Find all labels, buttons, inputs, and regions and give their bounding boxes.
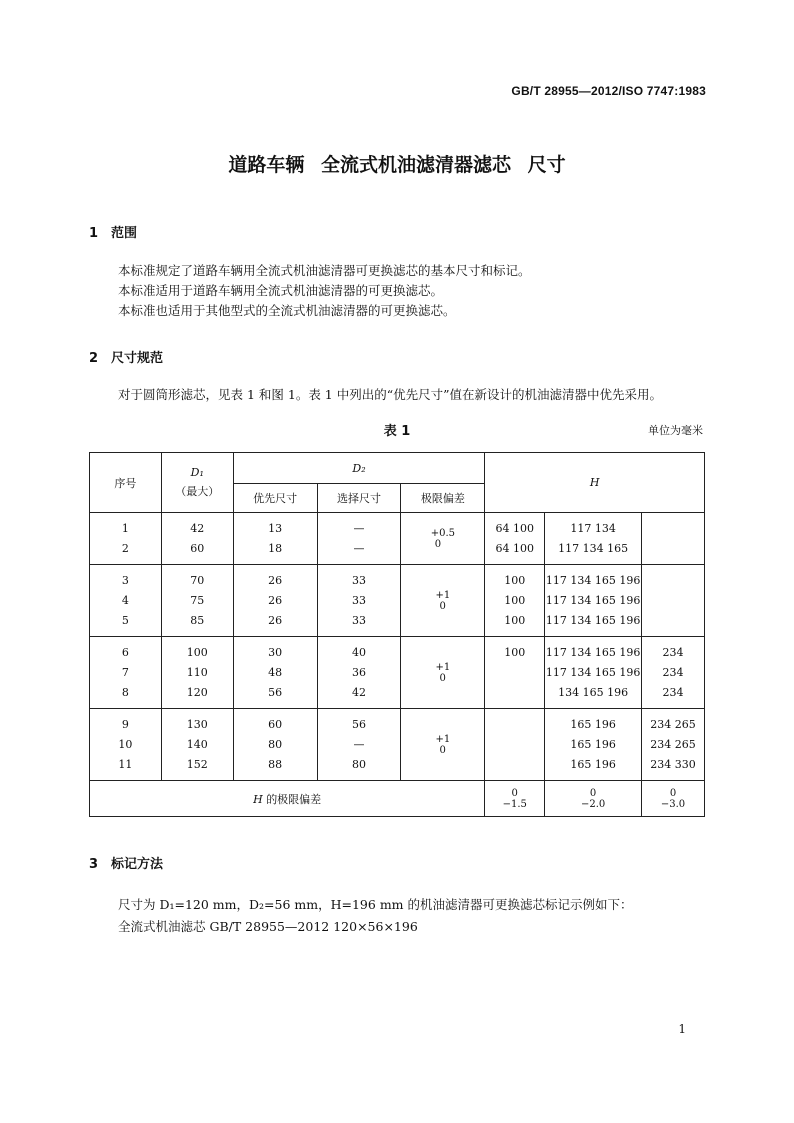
- cell-value: —: [353, 737, 365, 751]
- cell-value: 8: [121, 685, 129, 699]
- h-tolerance-value: [545, 781, 642, 817]
- cell-value: 42: [352, 685, 366, 699]
- cell-seq: [90, 565, 162, 637]
- cell-value: 2: [121, 541, 129, 555]
- cell-seq: [90, 513, 162, 565]
- cell-value: 64 100: [495, 541, 534, 555]
- section-title: 范围: [111, 226, 138, 241]
- cell-value: 48: [268, 665, 283, 679]
- cell-tolerance: [401, 513, 485, 565]
- cell-value: 60: [268, 717, 283, 731]
- cell-h3: [642, 565, 705, 637]
- section-number: 2: [89, 351, 99, 366]
- cell-value: 234 330: [650, 757, 696, 771]
- standard-number: GB/T 28955—2012/ISO 7747:1983: [511, 84, 706, 98]
- cell-h3: [642, 513, 705, 565]
- cell-value: 18: [268, 541, 283, 555]
- section-3-heading: [89, 853, 163, 872]
- tolerance-value: [435, 734, 450, 756]
- cell-value: 117 134 165 196: [545, 645, 641, 659]
- cell-value: 234 265: [650, 737, 696, 751]
- cell-value: 140: [186, 737, 208, 751]
- cell-optional: [317, 565, 401, 637]
- cell-seq: [90, 637, 162, 709]
- cell-value: 80: [352, 757, 366, 771]
- section-1-body: [118, 261, 531, 321]
- cell-value: 152: [186, 757, 208, 771]
- tolerance-lower: 0: [439, 600, 446, 612]
- cell-h1: [485, 565, 545, 637]
- cell-value: 40: [352, 645, 366, 659]
- paragraph-line: 本标准规定了道路车辆用全流式机油滤清器可更换滤芯的基本尺寸和标记。: [118, 263, 531, 278]
- h-tolerance-value: [642, 781, 705, 817]
- header-tolerance: 极限偏差: [401, 484, 485, 513]
- tolerance-value: [661, 788, 685, 810]
- cell-value: 234: [662, 665, 684, 679]
- cell-value: 117 134 165 196: [545, 573, 641, 587]
- cell-value: 42: [190, 521, 205, 535]
- table-row-group: [90, 709, 705, 781]
- paragraph-line: 本标准也适用于其他型式的全流式机油滤清器的可更换滤芯。: [118, 303, 456, 318]
- tolerance-value: [435, 662, 450, 684]
- tolerance-value: [503, 788, 527, 810]
- section-1-heading: [89, 222, 137, 241]
- header-preferred: 优先尺寸: [233, 484, 317, 513]
- section-2-body: [118, 385, 662, 405]
- cell-tolerance: [401, 565, 485, 637]
- table-row-group: [90, 637, 705, 709]
- tolerance-upper: +1: [435, 733, 451, 745]
- section-title: 标记方法: [111, 857, 164, 872]
- tolerance-lower: 0: [434, 538, 442, 550]
- table-row-group: [90, 513, 705, 565]
- tolerance-lower: −3.0: [660, 798, 686, 810]
- cell-value: 6: [121, 645, 129, 659]
- dimension-table: [89, 452, 705, 817]
- tolerance-lower: 0: [439, 744, 446, 756]
- cell-h3: [642, 637, 705, 709]
- tolerance-lower: −2.0: [580, 798, 606, 810]
- h-tolerance-text: 的极限偏差: [266, 792, 322, 806]
- cell-value: [642, 539, 704, 559]
- cell-value: 120: [186, 685, 208, 699]
- cell-d1: [161, 709, 233, 781]
- section-number: 3: [89, 857, 99, 872]
- cell-optional: [317, 513, 401, 565]
- marking-example-intro: 尺寸为 D₁=120 mm，D₂=56 mm，H=196 mm 的机油滤清器可更换滤芯标记示例如下：: [118, 897, 633, 912]
- cell-value: 134 165 196: [558, 685, 629, 699]
- cell-h3: [642, 709, 705, 781]
- cell-value: 117 134 165 196: [545, 665, 641, 679]
- tolerance-upper: +0.5: [430, 527, 455, 539]
- page-number: 1: [678, 1022, 686, 1036]
- cell-h2: [545, 637, 642, 709]
- cell-d1: [161, 565, 233, 637]
- cell-value: —: [353, 521, 365, 535]
- cell-value: 165 196: [570, 717, 616, 731]
- tolerance-upper: 0: [669, 787, 677, 799]
- cell-value: 100: [504, 645, 526, 659]
- table-footer-row: [90, 781, 705, 817]
- cell-value: —: [353, 541, 365, 555]
- cell-value: 13: [268, 521, 283, 535]
- cell-value: 100: [504, 573, 526, 587]
- section-number: 1: [89, 226, 99, 241]
- cell-value: 36: [352, 665, 366, 679]
- cell-optional: [317, 637, 401, 709]
- cell-value: 117 134 165 196: [545, 613, 641, 627]
- cell-value: 117 134: [570, 521, 616, 535]
- tolerance-value: [431, 528, 455, 550]
- cell-seq: [90, 709, 162, 781]
- table-caption: 表 1: [383, 424, 411, 439]
- cell-value: 9: [121, 717, 129, 731]
- h-tolerance-label: [90, 781, 485, 817]
- section-2-heading: [89, 347, 163, 366]
- header-d2: D₂: [233, 453, 485, 484]
- paragraph-line: 本标准适用于道路车辆用全流式机油滤清器的可更换滤芯。: [118, 283, 444, 298]
- table-unit: 单位为毫米: [648, 424, 703, 437]
- cell-value: 234: [662, 645, 684, 659]
- cell-tolerance: [401, 709, 485, 781]
- cell-optional: [317, 709, 401, 781]
- cell-preferred: [233, 709, 317, 781]
- cell-value: 26: [268, 573, 283, 587]
- cell-value: 165 196: [570, 737, 616, 751]
- cell-value: 56: [352, 717, 366, 731]
- cell-value: [485, 715, 544, 735]
- tolerance-value: [435, 590, 450, 612]
- marking-example: 全流式机油滤芯 GB/T 28955—2012 120×56×196: [118, 919, 418, 934]
- cell-value: 33: [352, 573, 366, 587]
- cell-value: 60: [190, 541, 205, 555]
- tolerance-lower: −1.5: [502, 798, 527, 810]
- cell-preferred: [233, 565, 317, 637]
- header-d1-note: （最大）: [175, 485, 220, 498]
- cell-value: 88: [268, 757, 283, 771]
- h-tolerance-value: [485, 781, 545, 817]
- document-title: 道路车辆 全流式机油滤清器滤芯 尺寸: [228, 154, 566, 176]
- cell-h2: [545, 709, 642, 781]
- cell-value: [485, 755, 544, 775]
- cell-value: 234 265: [650, 717, 696, 731]
- tolerance-upper: 0: [589, 787, 597, 799]
- cell-value: 4: [121, 593, 129, 607]
- header-h: H: [485, 453, 705, 513]
- cell-value: 117 134 165: [558, 541, 629, 555]
- section-title: 尺寸规范: [111, 351, 164, 366]
- cell-h2: [545, 513, 642, 565]
- section-3-body: [118, 894, 633, 938]
- cell-h1: [485, 709, 545, 781]
- cell-value: 75: [190, 593, 205, 607]
- cell-value: 10: [118, 737, 133, 751]
- cell-value: 5: [121, 613, 129, 627]
- cell-value: 33: [352, 593, 366, 607]
- cell-d1: [161, 637, 233, 709]
- cell-value: 1: [121, 521, 129, 535]
- cell-value: 85: [190, 613, 205, 627]
- tolerance-value: [581, 788, 605, 810]
- h-symbol: H: [253, 792, 263, 806]
- cell-preferred: [233, 637, 317, 709]
- cell-value: [642, 591, 704, 611]
- tolerance-lower: 0: [439, 672, 446, 684]
- tolerance-upper: +1: [435, 661, 451, 673]
- cell-value: 7: [121, 665, 129, 679]
- cell-h1: [485, 513, 545, 565]
- cell-value: 33: [352, 613, 366, 627]
- cell-value: 117 134 165 196: [545, 593, 641, 607]
- cell-value: 100: [504, 613, 526, 627]
- cell-value: 64 100: [495, 521, 534, 535]
- table-row-group: [90, 565, 705, 637]
- cell-value: 70: [190, 573, 205, 587]
- cell-value: 56: [268, 685, 283, 699]
- header-d1: [161, 453, 233, 513]
- header-d1-symbol: D₁: [190, 466, 204, 479]
- cell-value: [642, 611, 704, 631]
- cell-value: 234: [662, 685, 684, 699]
- cell-h2: [545, 565, 642, 637]
- cell-value: 165 196: [570, 757, 616, 771]
- cell-value: 100: [504, 593, 526, 607]
- cell-value: 26: [268, 593, 283, 607]
- paragraph-line: 对于圆筒形滤芯，见表 1 和图 1。表 1 中列出的“优先尺寸”值在新设计的机油滤清器中优先采用。: [118, 387, 663, 402]
- cell-value: [642, 571, 704, 591]
- header-seq: 序号: [90, 453, 162, 513]
- cell-value: 11: [118, 757, 133, 771]
- cell-tolerance: [401, 637, 485, 709]
- tolerance-upper: +1: [435, 589, 451, 601]
- cell-value: 26: [268, 613, 283, 627]
- cell-value: [485, 663, 544, 683]
- tolerance-upper: 0: [511, 787, 518, 799]
- cell-value: [485, 683, 544, 703]
- cell-value: 30: [268, 645, 283, 659]
- cell-h1: [485, 637, 545, 709]
- cell-d1: [161, 513, 233, 565]
- cell-preferred: [233, 513, 317, 565]
- cell-value: 80: [268, 737, 283, 751]
- cell-value: 130: [186, 717, 208, 731]
- cell-value: [485, 735, 544, 755]
- cell-value: 110: [186, 665, 208, 679]
- cell-value: [642, 519, 704, 539]
- cell-value: 3: [121, 573, 129, 587]
- cell-value: 100: [186, 645, 208, 659]
- header-optional: 选择尺寸: [317, 484, 401, 513]
